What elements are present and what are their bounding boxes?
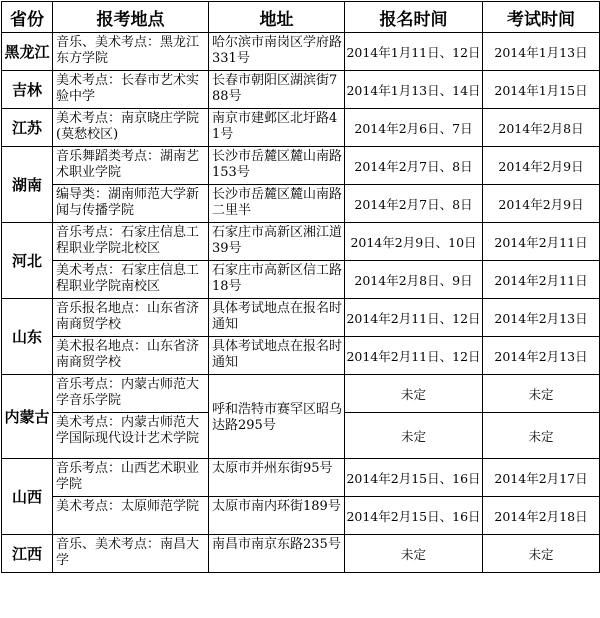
table-row [2,147,600,185]
register-time-cell: 2014年2月11日、12日 [345,299,483,337]
address-cell: 具体考试地点在报名时通知 [209,337,345,375]
location-cell: 音乐、美术考点：南昌大学 [53,535,209,573]
province-cell: 河北 [2,223,53,299]
register-time-cell: 未定 [345,413,483,459]
header-address: 地址 [209,2,345,33]
table-row [2,33,600,71]
register-time-cell: 2014年2月8日、9日 [345,261,483,299]
table-row [2,375,600,413]
table-row [2,299,600,337]
province-cell: 内蒙古 [2,375,53,459]
exam-time-cell: 2014年1月13日 [483,33,600,71]
table-row [2,459,600,497]
address-cell: 长沙市岳麓区麓山南路二里半 [209,185,345,223]
table-row [2,497,600,535]
table-row [2,71,600,109]
register-time-cell: 2014年2月15日、16日 [345,459,483,497]
location-cell: 美术考点：太原师范学院 [53,497,209,535]
table-row [2,535,600,573]
exam-time-cell: 未定 [483,375,600,413]
exam-time-cell: 2014年2月17日 [483,459,600,497]
header-register-time: 报名时间 [345,2,483,33]
province-cell: 江苏 [2,109,53,147]
location-cell: 美术报名地点：山东省济南商贸学校 [53,337,209,375]
province-cell: 吉林 [2,71,53,109]
address-cell: 太原市南内环街189号 [209,497,345,535]
register-time-cell: 2014年2月15日、16日 [345,497,483,535]
location-cell: 音乐舞蹈类考点：湖南艺术职业学院 [53,147,209,185]
location-cell: 编导类：湖南师范大学新闻与传播学院 [53,185,209,223]
exam-time-cell: 2014年2月8日 [483,109,600,147]
exam-time-cell: 2014年2月18日 [483,497,600,535]
exam-location-table [1,1,600,573]
address-cell: 具体考试地点在报名时通知 [209,299,345,337]
province-cell: 山西 [2,459,53,535]
register-time-cell: 2014年2月9日、10日 [345,223,483,261]
table-header-row [2,2,600,33]
register-time-cell: 2014年2月6日、7日 [345,109,483,147]
province-cell: 湖南 [2,147,53,223]
location-cell: 美术考点：南京晓庄学院(莫愁校区) [53,109,209,147]
address-cell: 太原市并州东街95号 [209,459,345,497]
address-cell: 长春市朝阳区湖滨街788号 [209,71,345,109]
address-cell: 哈尔滨市南岗区学府路331号 [209,33,345,71]
location-cell: 音乐考点：山西艺术职业学院 [53,459,209,497]
exam-time-cell: 2014年2月9日 [483,147,600,185]
register-time-cell: 未定 [345,535,483,573]
location-cell: 美术考点：石家庄信息工程职业学院南校区 [53,261,209,299]
header-province: 省份 [2,2,53,33]
register-time-cell: 未定 [345,375,483,413]
exam-time-cell: 2014年2月13日 [483,337,600,375]
address-cell: 南昌市南京东路235号 [209,535,345,573]
table-row [2,223,600,261]
exam-time-cell: 未定 [483,535,600,573]
register-time-cell: 2014年1月13日、14日 [345,71,483,109]
header-exam-time: 考试时间 [483,2,600,33]
exam-time-cell: 2014年2月11日 [483,223,600,261]
table-row [2,185,600,223]
province-cell: 江西 [2,535,53,573]
register-time-cell: 2014年2月11日、12日 [345,337,483,375]
location-cell: 美术考点：长春市艺术实验中学 [53,71,209,109]
location-cell: 音乐考点：石家庄信息工程职业学院北校区 [53,223,209,261]
exam-time-cell: 未定 [483,413,600,459]
exam-time-cell: 2014年2月13日 [483,299,600,337]
header-location: 报考地点 [53,2,209,33]
province-cell: 山东 [2,299,53,375]
exam-time-cell: 2014年2月11日 [483,261,600,299]
location-cell: 音乐报名地点：山东省济南商贸学校 [53,299,209,337]
address-cell: 石家庄市高新区湘江道39号 [209,223,345,261]
province-cell: 黑龙江 [2,33,53,71]
table-row [2,337,600,375]
address-cell: 长沙市岳麓区麓山南路153号 [209,147,345,185]
exam-time-cell: 2014年1月15日 [483,71,600,109]
register-time-cell: 2014年2月7日、8日 [345,147,483,185]
exam-time-cell: 2014年2月9日 [483,185,600,223]
table-row [2,109,600,147]
register-time-cell: 2014年2月7日、8日 [345,185,483,223]
address-cell: 呼和浩特市赛罕区昭乌达路295号 [209,375,345,459]
location-cell: 美术考点：内蒙古师范大学国际现代设计艺术学院 [53,413,209,459]
location-cell: 音乐、美术考点：黑龙江东方学院 [53,33,209,71]
address-cell: 石家庄市高新区信工路18号 [209,261,345,299]
register-time-cell: 2014年1月11日、12日 [345,33,483,71]
address-cell: 南京市建邺区北圩路41号 [209,109,345,147]
location-cell: 音乐考点：内蒙古师范大学音乐学院 [53,375,209,413]
table-row [2,261,600,299]
